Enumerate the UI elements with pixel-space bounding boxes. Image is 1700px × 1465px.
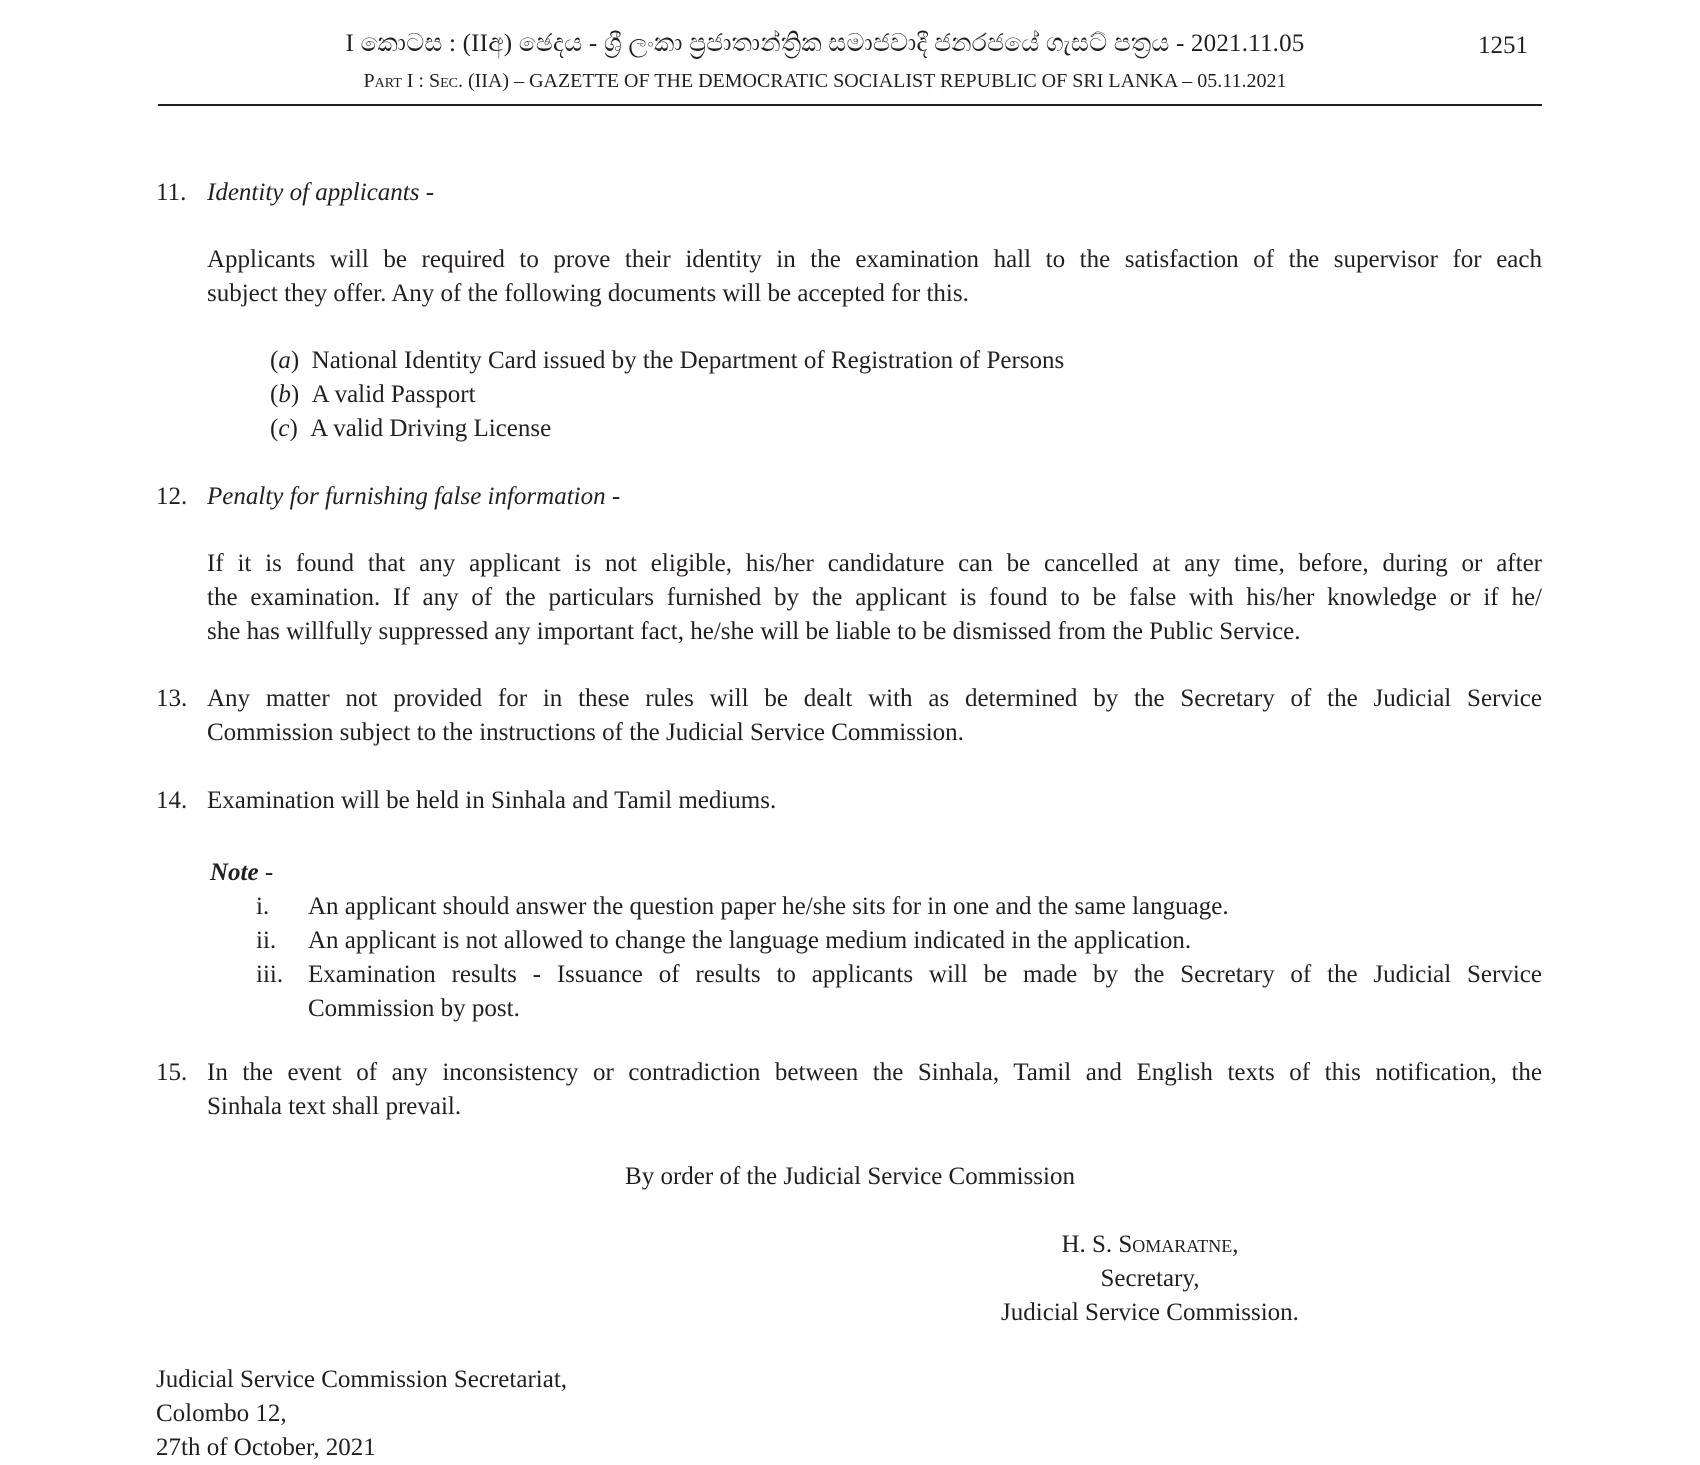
signature-block: [960, 1228, 1340, 1330]
note-item-1: [0, 890, 1700, 924]
section-15-line-2: Sinhala text shall prevail.: [207, 1093, 462, 1120]
section-11-paragraph: [207, 243, 1542, 311]
note-item-2: [0, 924, 1700, 958]
section-12-number: 12.: [156, 483, 188, 510]
list-item-letter: b: [278, 381, 291, 408]
page-number: 1251: [1478, 32, 1528, 59]
note-label: Note: [210, 859, 259, 886]
section-15-line-1: In the event of any inconsistency or contradiction between the Sinhala, Tamil and English texts of this notification, the: [207, 1059, 1542, 1086]
signatory-name: H. S. Somaratne,: [1061, 1231, 1239, 1258]
list-item: (c) A valid Driving License: [270, 415, 552, 442]
section-11-title: Identity of applicants: [207, 179, 420, 206]
header-english-title: Part I : Sec. (IIA) – GAZETTE OF THE DEMOCRATIC SOCIALIST REPUBLIC OF SRI LANKA – 05.11.2021: [363, 70, 1287, 92]
note-item-text: [308, 958, 1542, 1026]
section-11-line-2: subject they offer. Any of the following documents will be accepted for this.: [207, 280, 969, 307]
section-12-paragraph: [207, 547, 1542, 649]
section-12-line-3: she has willfully suppressed any important fact, he/she will be liable to be dismissed from the Public Service.: [207, 618, 1301, 645]
list-item-text: National Identity Card issued by the Department of Registration of Persons: [311, 347, 1065, 374]
section-11-line-1: Applicants will be required to prove their identity in the examination hall to the satisfaction of the supervisor for each: [207, 246, 1542, 273]
note-item-text: An applicant is not allowed to change the language medium indicated in the application.: [308, 927, 1192, 954]
section-15-number: 15.: [156, 1059, 188, 1086]
note-item-number: ii.: [256, 927, 277, 954]
section-11-number: 11.: [156, 179, 187, 206]
header-divider: [158, 104, 1542, 106]
note-item-number: iii.: [256, 961, 284, 988]
note-item-number: i.: [256, 893, 270, 920]
note-item-3-line-2: Commission by post.: [308, 995, 520, 1022]
section-11-dash: -: [419, 179, 435, 206]
document-date: 27th of October, 2021: [156, 1434, 376, 1461]
note-dash: -: [258, 859, 274, 886]
note-item-3-line-1: Examination results - Issuance of results to applicants will be made by the Secretary of the Judicial Service: [308, 961, 1542, 988]
address-line-2: Colombo 12,: [156, 1400, 287, 1427]
list-item-letter: a: [278, 347, 291, 374]
list-item: (b) A valid Passport: [270, 381, 476, 408]
section-15-paragraph: [207, 1056, 1542, 1124]
section-12-heading: [207, 480, 1542, 514]
section-12-line-1: If it is found that any applicant is not eligible, his/her candidature can be cancelled at any time, before, during or after: [207, 550, 1542, 577]
order-statement: By order of the Judicial Service Commission: [625, 1163, 1075, 1190]
section-14-number: 14.: [156, 787, 188, 814]
address-line-1: Judicial Service Commission Secretariat,: [156, 1366, 568, 1393]
accepted-documents-list: [270, 344, 1064, 446]
section-12-title: Penalty for furnishing false information: [207, 483, 606, 510]
section-13-line-1: Any matter not provided for in these rules will be dealt with as determined by the Secretary of the Judicial Service: [207, 685, 1542, 712]
header-sinhala-title: I කොටස : (IIඅ) ඡෙදය - ශ්‍රී ලංකා ප්‍රජාතාන්ත්‍රික සමාජවාදී ජනරජයේ ගැසට් පත්‍රය - 2021.11.05: [345, 30, 1305, 57]
section-12-line-2: the examination. If any of the particulars furnished by the applicant is found to be false with his/her knowledge or if he/: [207, 584, 1542, 611]
section-13-paragraph: [207, 682, 1542, 750]
section-12-dash: -: [605, 483, 621, 510]
note-item-3: [0, 958, 1700, 1026]
section-14-text: Examination will be held in Sinhala and Tamil mediums.: [207, 787, 777, 814]
signatory-title: Secretary,: [1100, 1265, 1200, 1292]
list-item-text: A valid Passport: [311, 381, 476, 408]
section-13-number: 13.: [156, 685, 188, 712]
section-13-line-2: Commission subject to the instructions of the Judicial Service Commission.: [207, 719, 964, 746]
signatory-organization: Judicial Service Commission.: [1001, 1299, 1299, 1326]
note-heading: [210, 856, 273, 890]
list-item-text: A valid Driving License: [310, 415, 552, 442]
list-item-letter: c: [278, 415, 290, 442]
note-item-text: An applicant should answer the question paper he/she sits for in one and the same language.: [308, 893, 1229, 920]
list-item: (a) National Identity Card issued by the Department of Registration of Persons: [270, 347, 1065, 374]
address-block: [156, 1363, 567, 1465]
section-11-heading: [207, 176, 1542, 210]
